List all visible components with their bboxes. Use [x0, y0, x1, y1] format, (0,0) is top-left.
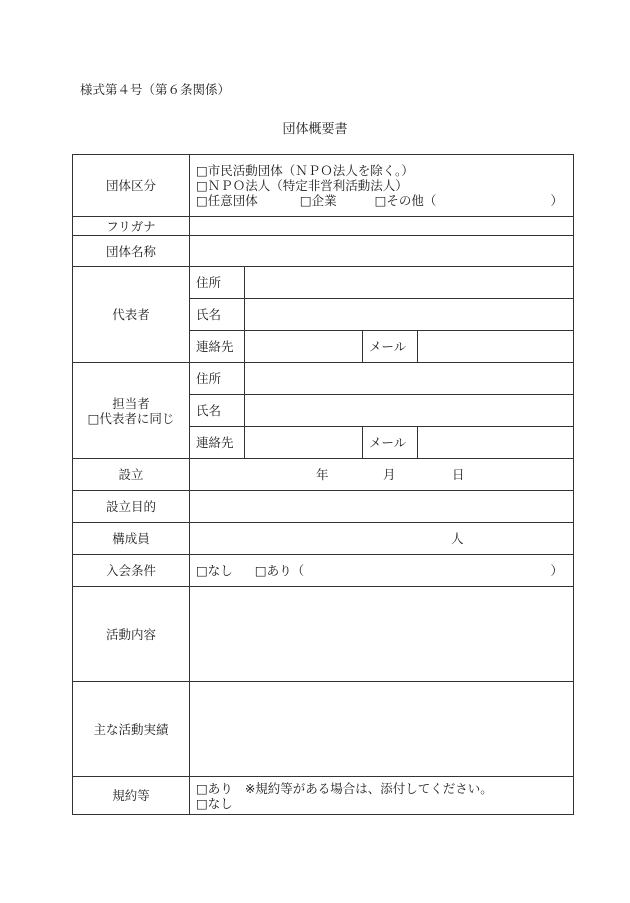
group-type-options [190, 155, 574, 217]
representative-address-row [73, 267, 574, 299]
person-name-label: 氏名 [190, 395, 245, 427]
bylaws-none[interactable]: □なし [196, 795, 233, 811]
group-type-row [73, 155, 574, 217]
membership-none[interactable]: □なし [196, 563, 233, 578]
purpose-row [73, 491, 574, 523]
option-npo[interactable]: □ＮＰＯ法人（特定非営利活動法人） [196, 178, 408, 193]
person-address-row [73, 363, 574, 395]
representative-address-label: 住所 [190, 267, 245, 299]
membership-options [190, 555, 574, 587]
option-other[interactable]: □その他（ [374, 193, 437, 208]
bylaws-row [73, 777, 574, 815]
representative-label: 代表者 [73, 267, 190, 363]
achievements-input[interactable] [190, 682, 574, 777]
person-contact-label: 連絡先 [190, 427, 245, 459]
person-mail-input[interactable] [418, 427, 574, 459]
established-row [73, 459, 574, 491]
purpose-input[interactable] [190, 491, 574, 523]
option-line-3 [196, 193, 567, 208]
achievements-row [73, 682, 574, 777]
option-voluntary[interactable]: □任意団体 [196, 193, 258, 208]
representative-mail-input[interactable] [418, 331, 574, 363]
achievements-label: 主な活動実績 [73, 682, 190, 777]
purpose-label: 設立目的 [73, 491, 190, 523]
year-unit: 年 [316, 467, 329, 482]
group-type-label: 団体区分 [73, 155, 190, 217]
form-number: 様式第４号（第６条関係） [80, 82, 231, 97]
person-address-input[interactable] [245, 363, 574, 395]
option-company[interactable]: □企業 [299, 193, 337, 208]
option-citizen-group[interactable]: □市民活動団体（ＮＰＯ法人を除く。） [196, 163, 414, 178]
group-name-input[interactable] [190, 236, 574, 267]
representative-contact-input[interactable] [245, 331, 363, 363]
members-unit: 人 [451, 531, 464, 546]
same-as-representative-checkbox[interactable]: □代表者に同じ [87, 410, 175, 426]
representative-mail-label: メール [363, 331, 418, 363]
membership-close-paren: ） [550, 563, 563, 578]
document-title: 団体概要書 [282, 122, 348, 137]
person-contact-input[interactable] [245, 427, 363, 459]
person-in-charge-cell [73, 363, 190, 459]
other-close-paren: ） [550, 193, 563, 208]
bylaws-yes[interactable]: □あり [196, 780, 233, 796]
established-label: 設立 [73, 459, 190, 491]
members-row [73, 523, 574, 555]
membership-label: 入会条件 [73, 555, 190, 587]
bylaws-note: ※規約等がある場合は、添付してください。 [244, 780, 493, 796]
members-label: 構成員 [73, 523, 190, 555]
person-name-input[interactable] [245, 395, 574, 427]
group-name-row [73, 236, 574, 267]
activities-row [73, 587, 574, 682]
activities-input[interactable] [190, 587, 574, 682]
furigana-input[interactable] [190, 217, 574, 236]
day-unit: 日 [452, 467, 465, 482]
membership-yes[interactable]: □あり（ [254, 563, 305, 578]
person-in-charge-label: 担当者 [112, 395, 150, 411]
furigana-label: フリガナ [73, 217, 190, 236]
bylaws-yes-line [196, 781, 567, 796]
activities-label: 活動内容 [73, 587, 190, 682]
membership-row [73, 555, 574, 587]
bylaws-label: 規約等 [73, 777, 190, 815]
representative-contact-label: 連絡先 [190, 331, 245, 363]
person-mail-label: メール [363, 427, 418, 459]
month-unit: 月 [383, 467, 396, 482]
representative-address-input[interactable] [245, 267, 574, 299]
person-address-label: 住所 [190, 363, 245, 395]
group-overview-form [72, 154, 574, 815]
members-input[interactable] [190, 523, 574, 555]
bylaws-options [190, 777, 574, 815]
representative-name-input[interactable] [245, 299, 574, 331]
furigana-row [73, 217, 574, 236]
group-name-label: 団体名称 [73, 236, 190, 267]
established-date-input[interactable] [190, 459, 574, 491]
representative-name-label: 氏名 [190, 299, 245, 331]
